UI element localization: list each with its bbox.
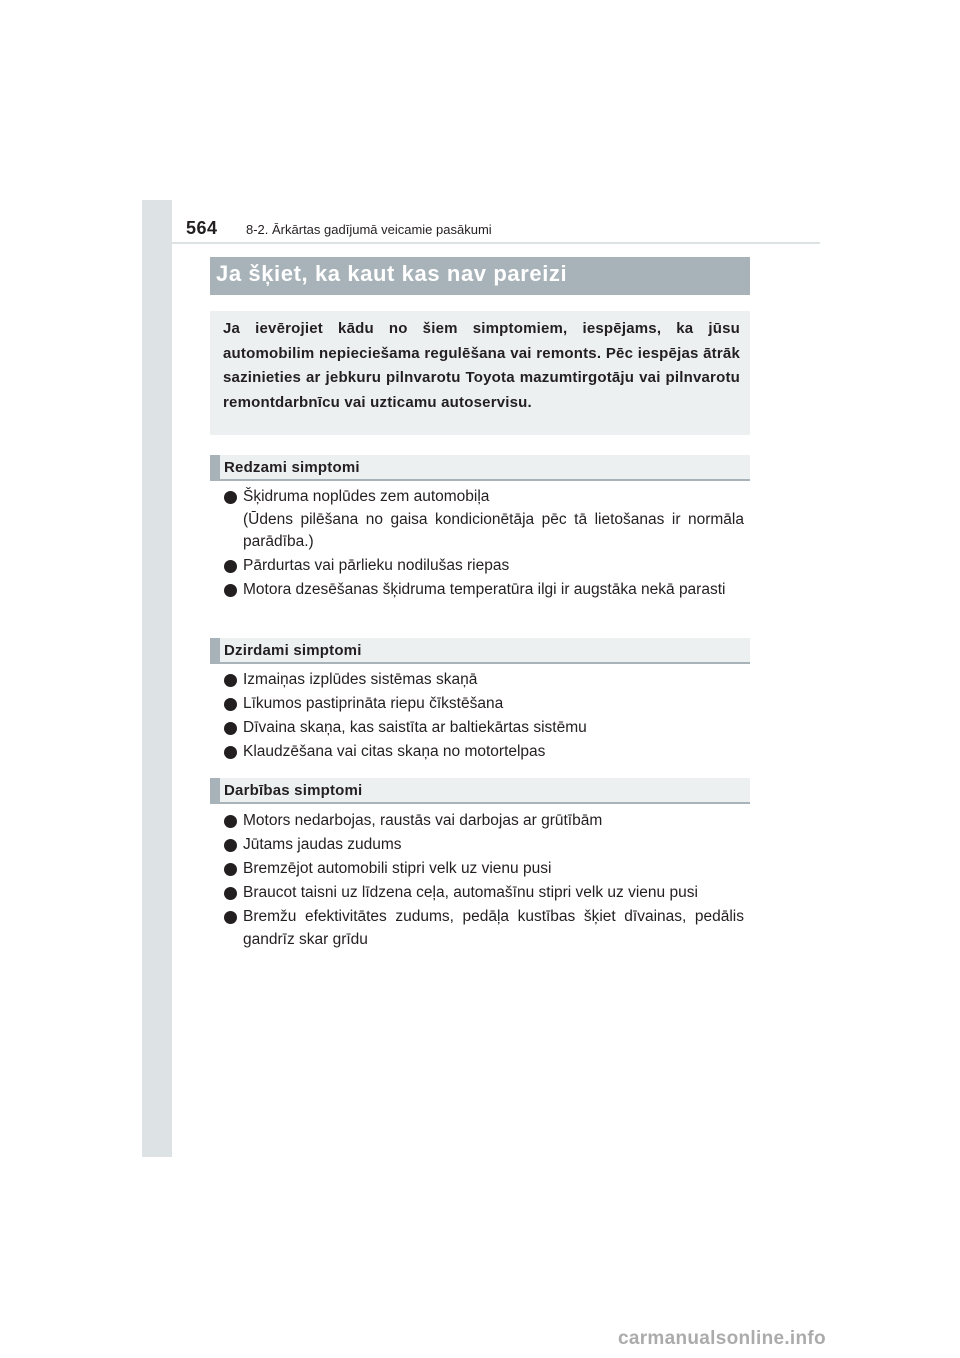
bullet-icon xyxy=(224,674,237,687)
list-item xyxy=(222,486,744,554)
list-item-text: Šķidruma noplūdes zem automobiļa xyxy=(243,488,490,505)
list-item-text: Izmaiņas izplūdes sistēmas skaņā xyxy=(243,671,478,688)
bullet-icon xyxy=(224,911,237,924)
page-number: 564 xyxy=(186,218,218,238)
list-operational-symptoms xyxy=(222,810,744,953)
list-item xyxy=(222,693,744,716)
list-item-text: Bremžu efektivitātes zudums, pedāļa kustības šķiet dīvainas, pedālis gandrīz skar grīdu xyxy=(243,908,744,948)
list-item-text: Līkumos pastiprināta riepu čīkstēšana xyxy=(243,695,504,712)
side-margin-band xyxy=(142,200,172,1157)
list-item-text: Motora dzesēšanas šķidruma temperatūra ilgi ir augstāka nekā parasti xyxy=(243,581,726,598)
subheading-visible-symptoms xyxy=(210,455,750,481)
list-item xyxy=(222,858,744,881)
bullet-icon xyxy=(224,491,237,504)
subheading-label: Redzami simptomi xyxy=(224,459,360,476)
list-item xyxy=(222,579,744,602)
list-visible-symptoms xyxy=(222,486,744,603)
watermark: carmanualsonline.info xyxy=(618,1328,826,1349)
subheading-audible-symptoms xyxy=(210,638,750,664)
bullet-icon xyxy=(224,746,237,759)
bullet-icon xyxy=(224,722,237,735)
bullet-icon xyxy=(224,839,237,852)
bullet-icon xyxy=(224,815,237,828)
subheading-label: Darbības simptomi xyxy=(224,782,363,799)
list-item-text: Jūtams jaudas zudums xyxy=(243,836,402,853)
list-item-note: (Ūdens pilēšana no gaisa kondicionētāja pēc tā lietošanas ir normāla parādība.) xyxy=(243,510,744,550)
list-item xyxy=(222,906,744,951)
list-item xyxy=(222,882,744,905)
page-title: Ja šķiet, ka kaut kas nav pareizi xyxy=(216,261,568,286)
bullet-icon xyxy=(224,698,237,711)
list-item-text: Klaudzēšana vai citas skaņa no motortelpas xyxy=(243,743,546,760)
bullet-icon xyxy=(224,887,237,900)
bullet-icon xyxy=(224,560,237,573)
list-item xyxy=(222,669,744,692)
list-item xyxy=(222,834,744,857)
list-item xyxy=(222,717,744,740)
list-item-text: Dīvaina skaņa, kas saistīta ar baltiekārtas sistēmu xyxy=(243,719,587,736)
list-item-text: Pārdurtas vai pārlieku nodilušas riepas xyxy=(243,557,510,574)
subheading-operational-symptoms xyxy=(210,778,750,804)
list-item xyxy=(222,741,744,764)
list-audible-symptoms xyxy=(222,669,744,765)
intro-text: Ja ievērojiet kādu no šiem simptomiem, iespējams, ka jūsu automobilim nepieciešama regulēšana vai remonts. Pēc iespējas ātrāk sazinieties ar jebkuru pilnvarotu Toyota mazumtirgotāju vai pilnvarotu remontdarbnīcu vai uzticamu autoservisu. xyxy=(223,320,740,411)
list-item-text: Motors nedarbojas, raustās vai darbojas ar grūtībām xyxy=(243,812,603,829)
header-rule xyxy=(172,242,820,244)
list-item-text: Braucot taisni uz līdzena ceļa, automašīnu stipri velk uz vienu pusi xyxy=(243,884,698,901)
list-item xyxy=(222,810,744,833)
section-label: 8-2. Ārkārtas gadījumā veicamie pasākumi xyxy=(246,222,492,237)
subheading-label: Dzirdami simptomi xyxy=(224,642,362,659)
bullet-icon xyxy=(224,863,237,876)
bullet-icon xyxy=(224,584,237,597)
list-item xyxy=(222,555,744,578)
list-item-text: Bremzējot automobili stipri velk uz vienu pusi xyxy=(243,860,552,877)
